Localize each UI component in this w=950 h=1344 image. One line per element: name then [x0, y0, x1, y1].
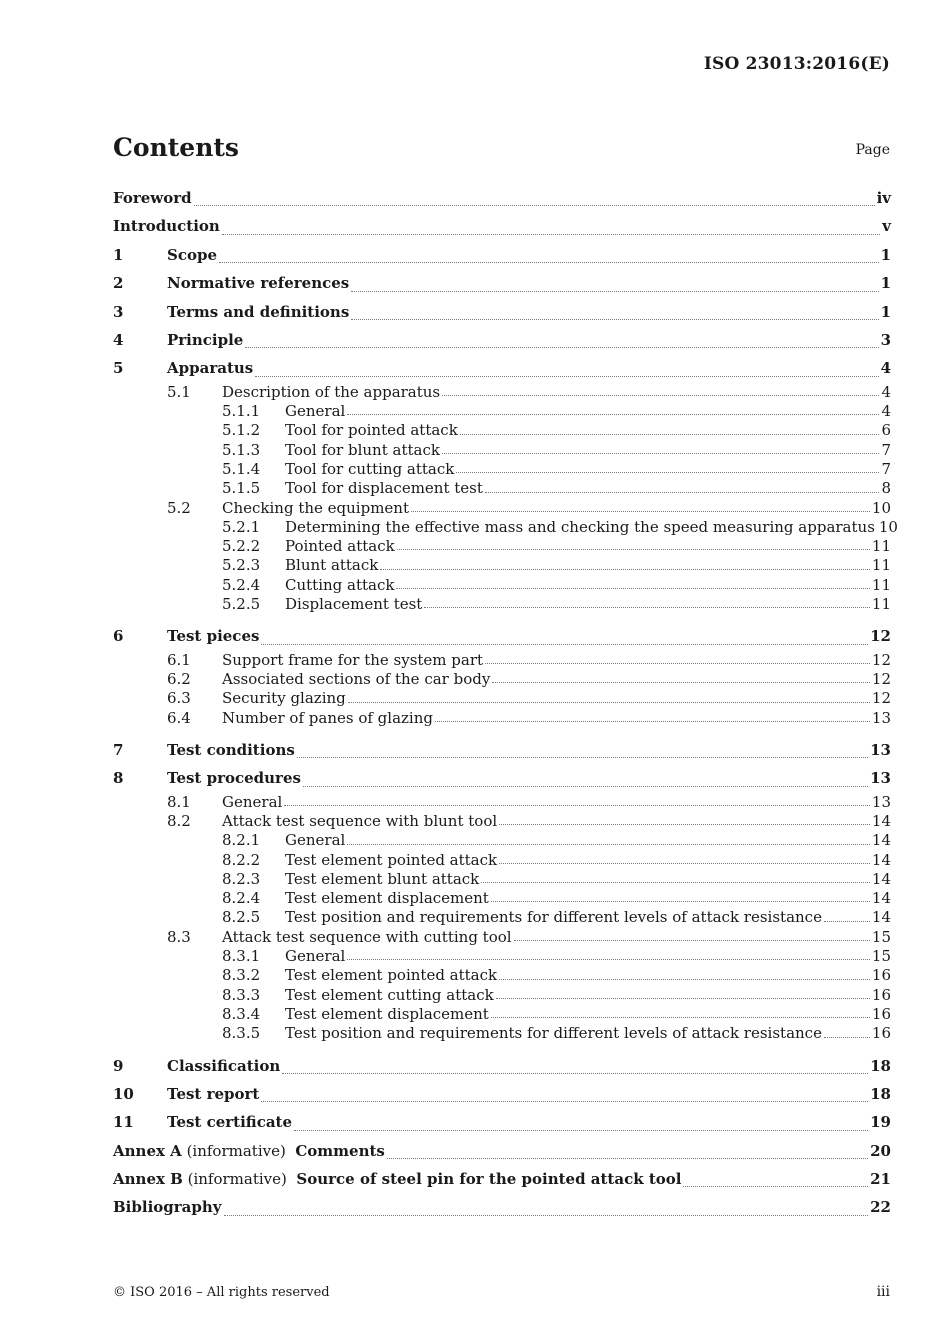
toc-entry-title: Test certificate	[167, 1113, 293, 1132]
toc-entry-number: 5.2.2	[222, 537, 261, 556]
toc-entry-title: Classification	[167, 1056, 281, 1075]
dot-leader	[261, 644, 868, 645]
dot-leader	[496, 998, 870, 999]
dot-leader	[224, 1215, 869, 1216]
table-of-contents	[113, 184, 898, 1222]
toc-entry-title: Cutting attack	[285, 575, 395, 594]
dot-leader	[351, 291, 878, 292]
toc-entry[interactable]	[113, 441, 891, 460]
dot-leader	[499, 863, 870, 864]
annex-type: (informative)	[181, 1141, 296, 1160]
toc-entry-title: Apparatus	[167, 359, 254, 378]
toc-entry-page: 14	[871, 908, 891, 927]
toc-entry-title: Tool for displacement test	[285, 479, 483, 498]
toc-entry-number: 8.2.1	[222, 831, 261, 850]
toc-entry-title: Normative references	[167, 274, 350, 293]
dot-leader	[222, 234, 880, 235]
toc-entry[interactable]	[113, 1005, 891, 1024]
toc-entry-page: 8	[881, 479, 891, 498]
toc-entry-number: 6.3	[167, 689, 191, 708]
toc-entry-number: 8.3.4	[222, 1004, 261, 1023]
toc-entry-title	[113, 1137, 385, 1165]
page-column-label: Page	[855, 142, 890, 158]
toc-entry-number: 8.3	[167, 927, 191, 946]
dot-leader	[481, 882, 870, 883]
toc-entry[interactable]	[113, 537, 891, 556]
toc-entry-number: 5	[113, 359, 124, 378]
toc-entry-number: 8.2.5	[222, 908, 261, 927]
toc-entry-title: Associated sections of the car body	[222, 669, 491, 688]
toc-entry[interactable]	[113, 889, 891, 908]
toc-entry-page: 13	[870, 740, 891, 759]
toc-entry-page: 21	[870, 1170, 891, 1189]
toc-entry-number: 6	[113, 627, 124, 646]
toc-entry-page: 12	[871, 689, 891, 708]
toc-entry-title: Test position and requirements for different levels of attack resistance	[285, 1024, 822, 1043]
toc-entry[interactable]	[113, 402, 891, 421]
toc-entry-page: 19	[870, 1113, 891, 1132]
annex-label: Annex A	[113, 1141, 182, 1160]
toc-entry[interactable]	[113, 986, 891, 1005]
toc-entry[interactable]	[113, 1165, 891, 1193]
toc-entry-title: Test element displacement	[285, 1004, 489, 1023]
toc-entry[interactable]	[113, 184, 891, 212]
document-id: ISO 23013:2016(E)	[703, 54, 890, 74]
toc-entry[interactable]	[113, 622, 891, 650]
toc-entry-page: 3	[880, 330, 891, 349]
toc-entry-number: 8.2.2	[222, 850, 261, 869]
dot-leader	[219, 262, 879, 263]
toc-entry[interactable]	[113, 421, 891, 440]
toc-entry-number: 5.2.1	[222, 517, 261, 536]
toc-entry-title: Displacement test	[285, 595, 423, 613]
toc-entry-page: 18	[870, 1084, 891, 1103]
toc-entry[interactable]	[113, 269, 891, 297]
toc-entry-title: Test report	[167, 1084, 260, 1103]
dot-leader	[435, 721, 870, 722]
toc-entry[interactable]	[113, 1108, 891, 1136]
toc-entry[interactable]	[113, 383, 891, 402]
toc-entry[interactable]	[113, 576, 891, 595]
dot-leader	[255, 376, 878, 377]
toc-entry-page: 16	[871, 985, 891, 1004]
dot-leader	[499, 979, 870, 980]
dot-leader	[351, 319, 878, 320]
dot-leader	[303, 786, 868, 787]
toc-entry-number: 8	[113, 769, 124, 788]
toc-entry-number: 5.1.1	[222, 402, 261, 421]
toc-entry-title: Checking the equipment	[222, 498, 409, 517]
toc-entry-page: 7	[881, 440, 891, 459]
toc-entry[interactable]	[113, 517, 898, 537]
toc-entry-page: 15	[871, 927, 891, 946]
toc-entry-title: Description of the apparatus	[222, 382, 441, 401]
dot-leader	[485, 663, 870, 664]
toc-entry[interactable]	[113, 764, 891, 792]
toc-entry-title: Attack test sequence with blunt tool	[222, 811, 498, 830]
toc-entry-title: Introduction	[113, 217, 220, 236]
toc-entry-title: Test conditions	[167, 740, 295, 759]
toc-entry[interactable]	[113, 831, 891, 850]
toc-entry-title: General	[222, 792, 283, 811]
toc-entry-page: 14	[871, 869, 891, 888]
toc-entry-number: 11	[113, 1113, 134, 1132]
toc-entry-title: Test pieces	[167, 627, 260, 646]
annex-type: (informative)	[182, 1170, 297, 1189]
toc-entry-title: Test element pointed attack	[285, 850, 498, 869]
toc-entry-number: 8.2	[167, 811, 191, 830]
toc-entry-number: 1	[113, 245, 124, 264]
toc-entry[interactable]	[113, 670, 891, 689]
toc-entry[interactable]	[113, 479, 891, 498]
toc-entry-page: 22	[870, 1198, 891, 1217]
toc-entry[interactable]	[113, 851, 891, 870]
dot-leader	[387, 1158, 868, 1159]
page-number: iii	[876, 1284, 890, 1300]
annex-title: Comments	[295, 1141, 385, 1160]
dot-leader	[824, 921, 870, 922]
toc-entry-page: 1	[880, 274, 891, 293]
toc-entry-number: 10	[113, 1084, 134, 1103]
toc-entry[interactable]	[113, 595, 891, 614]
toc-entry-number: 6.4	[167, 708, 191, 727]
toc-entry-page: 13	[871, 792, 891, 811]
toc-entry-page: 12	[871, 650, 891, 669]
dot-leader	[297, 757, 868, 758]
toc-entry-title: Determining the effective mass and checking the speed measuring apparatus	[285, 517, 875, 536]
dot-leader	[284, 805, 870, 806]
toc-entry-title: Test element displacement	[285, 889, 489, 908]
toc-entry-page: 13	[870, 769, 891, 788]
toc-entry-title: Terms and definitions	[167, 302, 350, 321]
toc-entry-number: 5.1.4	[222, 459, 261, 478]
dot-leader	[348, 702, 870, 703]
dot-leader	[492, 682, 870, 683]
toc-entry-title: Attack test sequence with cutting tool	[222, 927, 512, 946]
toc-entry-number: 2	[113, 274, 124, 293]
toc-entry-page: 1	[880, 302, 891, 321]
toc-entry-page: 18	[870, 1056, 891, 1075]
toc-entry[interactable]	[113, 908, 891, 927]
dot-leader	[245, 347, 878, 348]
toc-entry[interactable]	[113, 298, 891, 326]
toc-entry-title: Principle	[167, 330, 244, 349]
toc-entry-title: Support frame for the system part	[222, 650, 484, 669]
dot-leader	[194, 205, 875, 206]
toc-entry-page: 12	[871, 669, 891, 688]
toc-entry[interactable]	[113, 212, 891, 240]
dot-leader	[456, 472, 879, 473]
toc-entry[interactable]	[113, 556, 891, 575]
toc-entry-title: Bibliography	[113, 1198, 222, 1217]
annex-title: Source of steel pin for the pointed attack tool	[296, 1170, 682, 1189]
toc-entry[interactable]	[113, 709, 891, 728]
toc-entry-page: 14	[871, 889, 891, 908]
toc-entry-title: Number of panes of glazing	[222, 708, 433, 727]
toc-entry[interactable]	[113, 1080, 891, 1108]
toc-entry-number: 8.3.1	[222, 947, 261, 966]
toc-entry-page: 7	[881, 459, 891, 478]
toc-entry-title: Tool for blunt attack	[285, 440, 440, 459]
dot-leader	[491, 901, 870, 902]
toc-entry[interactable]	[113, 1193, 891, 1221]
toc-entry-number: 6.1	[167, 650, 191, 669]
toc-entry-number: 8.1	[167, 792, 191, 811]
toc-entry-page: 1	[880, 245, 891, 264]
dot-leader	[424, 607, 870, 608]
dot-leader	[442, 395, 879, 396]
dot-leader	[442, 453, 880, 454]
dot-leader	[824, 1037, 870, 1038]
toc-entry[interactable]	[113, 1052, 891, 1080]
toc-entry-number: 5.1	[167, 382, 191, 401]
toc-entry-page: 15	[871, 947, 891, 966]
toc-entry-number: 5.2	[167, 498, 191, 517]
toc-entry[interactable]	[113, 689, 891, 708]
dot-leader	[397, 549, 870, 550]
toc-entry-page: 11	[871, 556, 891, 575]
toc-entry[interactable]	[113, 870, 891, 889]
toc-entry-title: Pointed attack	[285, 537, 395, 556]
toc-entry-page: 4	[881, 382, 891, 401]
toc-entry-title: Test position and requirements for different levels of attack resistance	[285, 908, 822, 927]
dot-leader	[514, 940, 870, 941]
dot-leader	[261, 1101, 868, 1102]
toc-entry-number: 5.1.5	[222, 479, 261, 498]
toc-entry[interactable]	[113, 1024, 891, 1043]
toc-entry-page: v	[882, 217, 891, 236]
toc-entry[interactable]	[113, 241, 891, 269]
toc-entry-number: 3	[113, 302, 124, 321]
toc-entry-page: 14	[871, 831, 891, 850]
toc-entry[interactable]	[113, 354, 891, 382]
toc-entry-number: 8.2.3	[222, 869, 261, 888]
toc-entry-number: 8.2.4	[222, 889, 261, 908]
toc-entry-page: 16	[871, 966, 891, 985]
toc-entry-number: 5.2.3	[222, 556, 261, 575]
dot-leader	[499, 824, 870, 825]
toc-entry[interactable]	[113, 812, 891, 831]
toc-entry-number: 8.3.5	[222, 1024, 261, 1043]
annex-label: Annex B	[113, 1170, 183, 1189]
toc-entry-page: 4	[880, 359, 891, 378]
toc-entry-title: Test element cutting attack	[285, 985, 494, 1004]
dot-leader	[380, 569, 870, 570]
toc-entry[interactable]	[113, 928, 891, 947]
dot-leader	[485, 492, 880, 493]
toc-entry-page: iv	[876, 189, 891, 207]
toc-entry-number: 5.2.5	[222, 595, 261, 613]
toc-entry-number: 6.2	[167, 669, 191, 688]
toc-entry-page: 16	[871, 1004, 891, 1023]
toc-entry-number: 4	[113, 330, 124, 349]
toc-entry-page: 6	[881, 421, 891, 440]
toc-entry-number: 9	[113, 1056, 124, 1075]
toc-entry-number: 5.2.4	[222, 575, 261, 594]
toc-entry-page: 12	[870, 627, 891, 646]
dot-leader	[347, 959, 870, 960]
toc-entry-number: 7	[113, 740, 124, 759]
toc-entry-number: 8.3.3	[222, 985, 261, 1004]
toc-entry-page: 20	[870, 1141, 891, 1160]
toc-entry-number: 5.1.2	[222, 421, 261, 440]
toc-entry-page: 10	[871, 498, 891, 517]
toc-entry-page: 11	[871, 537, 891, 556]
toc-entry-page: 10	[878, 517, 898, 536]
toc-entry-page: 11	[871, 595, 891, 613]
toc-entry-title: Tool for cutting attack	[285, 459, 455, 478]
toc-entry-title: Tool for pointed attack	[285, 421, 458, 440]
toc-entry-title: Test procedures	[167, 769, 301, 788]
toc-entry-title: Foreword	[113, 189, 192, 207]
toc-entry[interactable]	[113, 793, 891, 812]
toc-entry[interactable]	[113, 460, 891, 479]
dot-leader	[347, 844, 870, 845]
dot-leader	[683, 1186, 868, 1187]
toc-entry-page: 4	[881, 402, 891, 421]
toc-entry-title: Security glazing	[222, 689, 346, 708]
toc-entry[interactable]	[113, 966, 891, 985]
toc-entry-title	[113, 1165, 681, 1193]
toc-entry[interactable]	[113, 326, 891, 354]
toc-entry-title: Test element blunt attack	[285, 869, 480, 888]
dot-leader	[396, 588, 869, 589]
page-title: Contents	[113, 133, 240, 162]
toc-entry-title: General	[285, 402, 346, 421]
toc-entry-number: 8.3.2	[222, 966, 261, 985]
dot-leader	[294, 1130, 868, 1131]
toc-entry[interactable]	[113, 499, 891, 518]
toc-entry-page: 11	[871, 575, 891, 594]
toc-entry[interactable]	[113, 736, 891, 764]
toc-entry-page: 16	[871, 1024, 891, 1043]
toc-entry[interactable]	[113, 947, 891, 966]
copyright-footer: © ISO 2016 – All rights reserved	[113, 1285, 330, 1300]
toc-entry-number: 5.1.3	[222, 440, 261, 459]
toc-entry-title: General	[285, 947, 346, 966]
toc-entry-page: 14	[871, 811, 891, 830]
toc-entry[interactable]	[113, 651, 891, 670]
dot-leader	[491, 1017, 870, 1018]
toc-entry-title: Blunt attack	[285, 556, 379, 575]
toc-entry-title: Test element pointed attack	[285, 966, 498, 985]
toc-entry-title: General	[285, 831, 346, 850]
toc-entry-page: 13	[871, 708, 891, 727]
dot-leader	[347, 414, 879, 415]
dot-leader	[282, 1073, 868, 1074]
toc-entry-page: 14	[871, 850, 891, 869]
dot-leader	[411, 511, 870, 512]
toc-entry[interactable]	[113, 1137, 891, 1165]
dot-leader	[460, 434, 880, 435]
toc-entry-title: Scope	[167, 245, 218, 264]
